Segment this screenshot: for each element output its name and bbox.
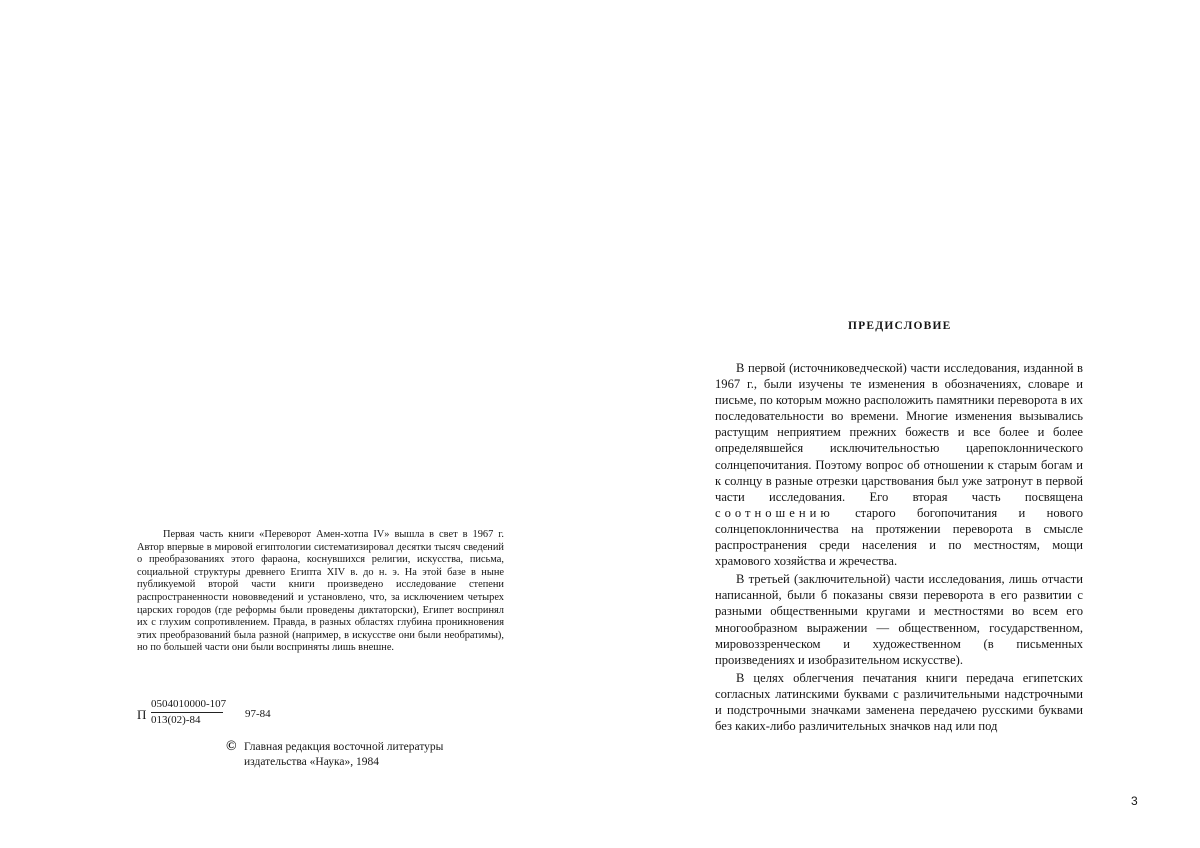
bib-code-fraction bbox=[151, 698, 227, 727]
preface-paragraph-3: В целях облегчения печатания книги передача египетских согласных латинскими буквами с различительными надстрочными и подстрочными значками заменена передачею русскими буквами без каких-либо различительных значков над или под bbox=[715, 670, 1083, 734]
preface-paragraph-1-continuation: старого богопочитания и нового солнцепоклонничества на протяжении переворота в смысле распространения среди населения и по местностям, мощи храмового хозяйства и жречества. bbox=[715, 505, 1083, 569]
preface-body bbox=[715, 360, 1083, 736]
bibliographic-code bbox=[137, 698, 297, 734]
preface-paragraph-1 bbox=[715, 360, 1083, 569]
preface-title: ПРЕДИСЛОВИЕ bbox=[848, 320, 952, 332]
preface-emphasis-word: соотношению bbox=[715, 505, 834, 520]
copyright-symbol: © bbox=[226, 739, 237, 754]
copyright-line-publisher: Главная редакция восточной литературы bbox=[244, 741, 444, 753]
copyright-notice bbox=[228, 740, 443, 770]
preface-paragraph-2: В третьей (заключительной) части исследования, лишь отчасти написанной, были б показаны связи переворота в его развитии с разными общественными кругами и местностями во всем его многообразном выражении — общественном, государственном, мировоззренческом и художественном (в письменных произведениях и изобразительном искусстве). bbox=[715, 572, 1083, 667]
bib-code-letter: П bbox=[137, 707, 147, 722]
bib-code-suffix: 97-84 bbox=[245, 708, 271, 720]
preface-paragraph-1-text: В первой (источниковедческой) части исследования, изданной в 1967 г., были изучены те изменения в обозначениях, словаре и письме, по которым можно расположить памятники переворота в их последовательности во времени. Многие изменения вызывались растущим неприятием прежних божеств и все более и более определявшейся исключительностью царепоклоннического солнцепочитания. Поэтому вопрос об отношении к старым богам и к солнцу в разные отрезки царствования был уже затронут в первой части исследования. Его вторая часть посвящена bbox=[715, 361, 1083, 504]
bib-code-numerator: 0504010000-107 bbox=[151, 698, 223, 713]
right-page bbox=[600, 0, 1200, 848]
copyright-line-year: издательства «Наука», 1984 bbox=[244, 756, 379, 768]
book-annotation: Первая часть книги «Переворот Амен-хотпа IV» вышла в свет в 1967 г. Автор впервые в мировой египтологии систематизировал десятки тысяч сведений о преобразованиях этого фараона, коснувшихся религии, искусства, письма, социальной структуры древнего Египта XIV в. до н. э. На этой базе в ныне публикуемой второй части книги произведено исследование степени распространенности нововведений и установлено, что, за исключением четырех царских городов (где реформы были проведены диктаторски), Египет воспринял их с глухим сопротивлением. Правда, в разных областях глубина проникновения этих преобразований была разной (например, в искусстве они были необратимы), но по большей части они были восприняты лишь внешне. bbox=[137, 529, 504, 654]
page-number: 3 bbox=[1131, 794, 1138, 808]
bib-code-denominator: 013(02)-84 bbox=[151, 714, 201, 726]
